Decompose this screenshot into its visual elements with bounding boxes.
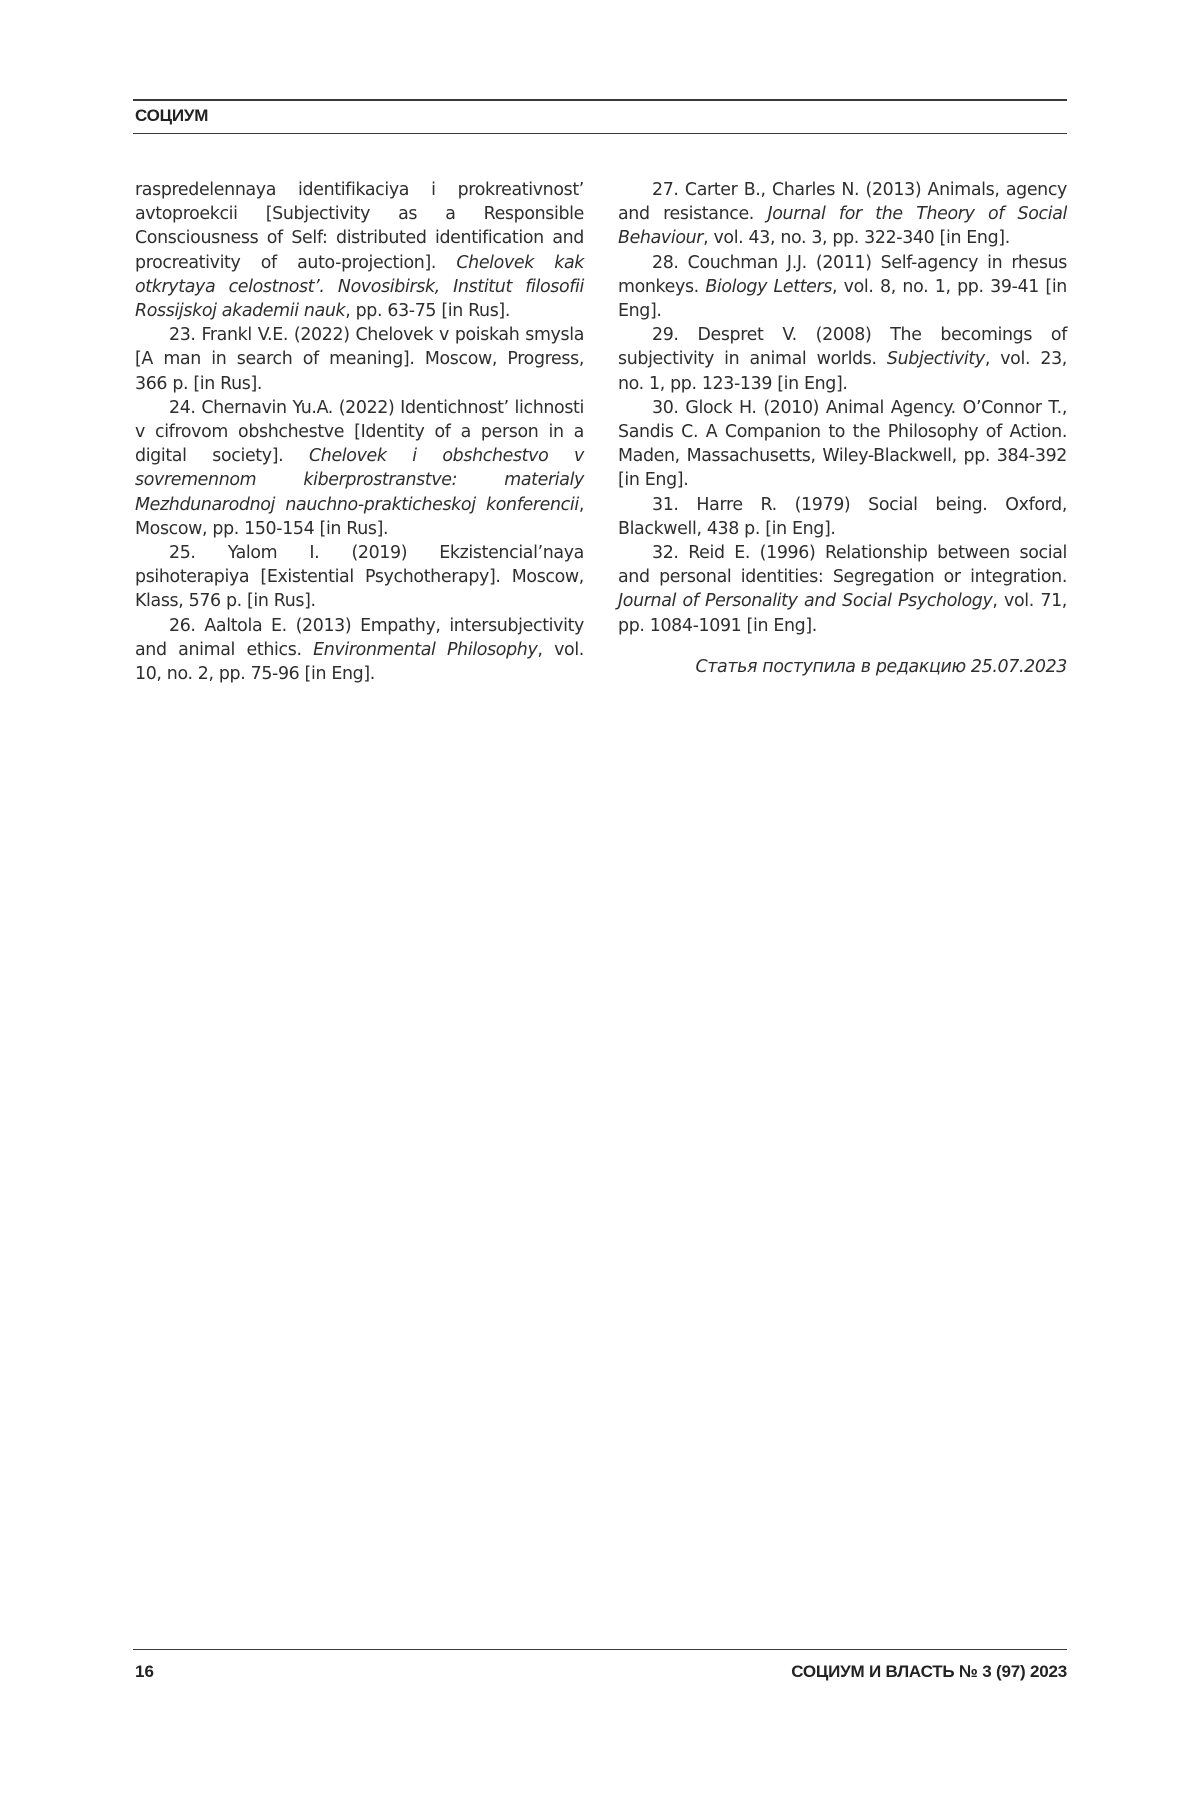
reference-25: 25. Yalom I. (2019) Ekzistencial’naya psihoterapiya [Existential Psychotherapy]. Moscow, Klass, 576 p. [in Rus]. (135, 543, 584, 612)
received-date-note: Статья поступила в редакцию 25.07.2023 (695, 656, 1067, 677)
reference-28: 28. Couchman J.J. (2011) Self-agency in rhesus monkeys. Biology Letters, vol. 8, no. 1, pp. 39-41 [in Eng]. (618, 252, 1067, 322)
header-rule-bottom (133, 133, 1067, 134)
page-number: 16 (135, 1662, 154, 1681)
reference-32: 32. Reid E. (1996) Relationship between social and personal identities: Segregation or integration. Journal of Personality and Social Psychology, vol. 71, pp. 1084-1091 [in Eng]. (618, 543, 1067, 636)
reference-30: 30. Glock H. (2010) Animal Agency. O’Connor T., Sandis C. A Companion to the Philosophy of Action. Maden, Massachusetts, Wiley-Blackwell, pp. 384-392 [in Eng]. (618, 397, 1067, 491)
reference-29: 29. Despret V. (2008) The becomings of subjectivity in animal worlds. Subjectivity, vol. 23, no. 1, pp. 123-139 [in Eng]. (618, 325, 1067, 394)
reference-24: 24. Chernavin Yu.A. (2022) Identichnost’ lichnosti v cifrovom obshchestve [Identity of a person in a digital society]. Chelovek i obshchestvo v sovremennom kiberprostranstve: materialy Mezhdunarodnoj nauchno-prakticheskoj konferencii, Moscow, pp. 150-154 [in Rus]. (135, 397, 584, 539)
right-column (618, 178, 1067, 679)
running-header: СОЦИУМ (135, 106, 209, 125)
reference-27: 27. Carter B., Charles N. (2013) Animals, agency and resistance. Journal for the Theory of Social Behaviour, vol. 43, no. 3, pp. 322-340 [in Eng]. (618, 180, 1068, 249)
reference-26: 26. Aaltola E. (2013) Empathy, intersubjectivity and animal ethics. Environmental Philosophy, vol. 10, no. 2, pp. 75-96 [in Eng]. (135, 615, 584, 685)
left-column (135, 178, 584, 686)
header-rule-top (133, 99, 1067, 101)
journal-issue: СОЦИУМ И ВЛАСТЬ № 3 (97) 2023 (791, 1662, 1067, 1681)
footer-rule (133, 1649, 1067, 1650)
reference-23: 23. Frankl V.E. (2022) Chelovek v poiskah smysla [A man in search of meaning]. Moscow, Progress, 366 p. [in Rus]. (135, 325, 584, 394)
reference-31: 31. Harre R. (1979) Social being. Oxford, Blackwell, 438 p. [in Eng]. (618, 494, 1067, 539)
reference-22-continuation: raspredelennaya identifikaciya i prokreativnost’ avtoproekcii [Subjectivity as a Responsible Consciousness of Self: distributed identification and procreativity of auto-projection]. Chelovek kak otkrytaya celostnost’. Novosibirsk, Institut filosofii Rossijskoj akademii nauk, pp. 63-75 [in Rus]. (135, 180, 584, 322)
